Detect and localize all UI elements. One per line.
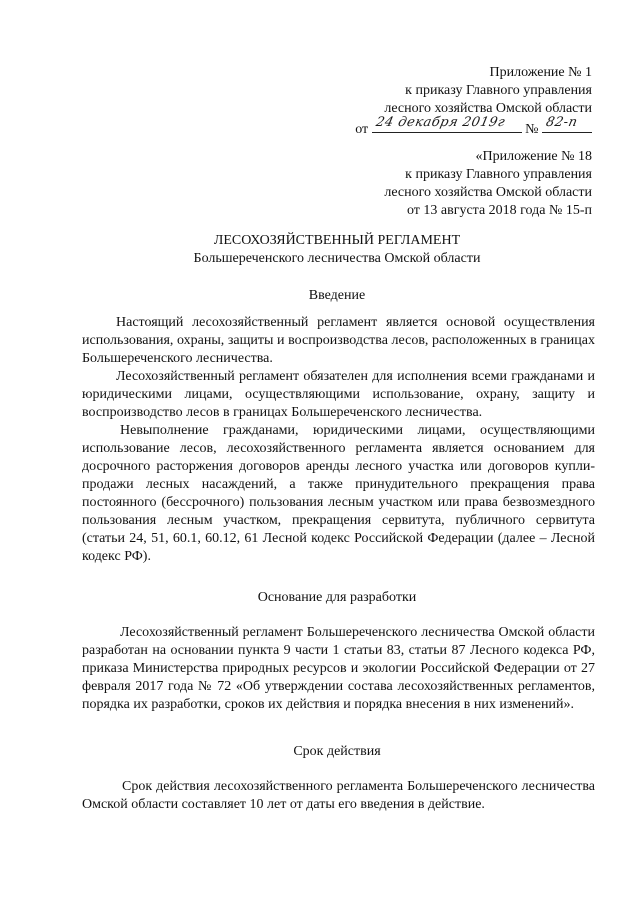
intro-paragraph-3: Невыполнение гражданами, юридическими лицами, осуществляющими использование лесов, лесохозяйственного регламента является основанием для досрочного расторжения договоров аренды лесного участка или договоров купли-продажи лесных насаждений, а также принудительного прекращения права постоянного (бессрочного) пользования лесным участком или права безвозмездного пользования лесным участком, прекращения сервитута, публичного сервитута (статьи 24, 51, 60.1, 60.12, 61 Лесной кодекс Российской Федерации (далее – Лесной кодекс РФ). [82, 423, 595, 564]
number-signature-line [542, 115, 592, 133]
basis-text [82, 624, 595, 714]
intro-text [82, 314, 595, 566]
heading-basis: Основание для разработки [257, 590, 417, 605]
date-signature-line [372, 115, 522, 133]
appendix-18-department: лесного хозяйства Омской области [384, 185, 592, 200]
intro-paragraph-1: Настоящий лесохозяйственный регламент является основой осуществления использования, охраны, защиты и воспроизводства лесов, расположенных в границах Большереченского лесничества. [82, 315, 595, 366]
handwritten-number: 82-п [544, 115, 580, 130]
appendix-1-date-line [355, 115, 592, 139]
appendix-1-block [355, 64, 592, 139]
term-text [82, 778, 595, 814]
appendix-18-block [384, 148, 592, 220]
intro-paragraph-2: Лесохозяйственный регламент обязателен для исполнения всеми гражданами и юридическими лицами, осуществляющими использование, охрану, защиту и воспроизводство лесов в границах Большереченского лесничества. [82, 369, 595, 420]
appendix-1-title: Приложение № 1 [489, 65, 592, 80]
appendix-1-department: лесного хозяйства Омской области [384, 101, 592, 116]
handwritten-date: 24 декабря 2019г [374, 115, 507, 130]
appendix-18-order: к приказу Главного управления [405, 167, 592, 182]
appendix-1-order: к приказу Главного управления [405, 83, 592, 98]
number-label: № [525, 122, 539, 137]
from-label: от [355, 122, 369, 137]
heading-term: Срок действия [293, 744, 381, 759]
document-title: ЛЕСОХОЗЯЙСТВЕННЫЙ РЕГЛАМЕНТ [213, 233, 461, 248]
appendix-18-title: «Приложение № 18 [475, 149, 592, 164]
appendix-18-date: от 13 августа 2018 года № 15-п [406, 203, 592, 218]
basis-paragraph-1: Лесохозяйственный регламент Большереченского лесничества Омской области разработан на основании пункта 9 части 1 статьи 83, статьи 87 Лесного кодекса РФ, приказа Министерства природных ресурсов и экологии Российской Федерации от 27 февраля 2017 года № 72 «Об утверждении состава лесохозяйственных регламентов, порядка их разработки, сроков их действия и порядка внесения в них изменений». [82, 625, 595, 712]
document-subtitle: Большереченского лесничества Омской области [193, 251, 481, 266]
heading-intro: Введение [308, 288, 366, 303]
term-paragraph-1: Срок действия лесохозяйственного регламента Большереченского лесничества Омской области составляет 10 лет от даты его введения в действие. [82, 779, 595, 812]
